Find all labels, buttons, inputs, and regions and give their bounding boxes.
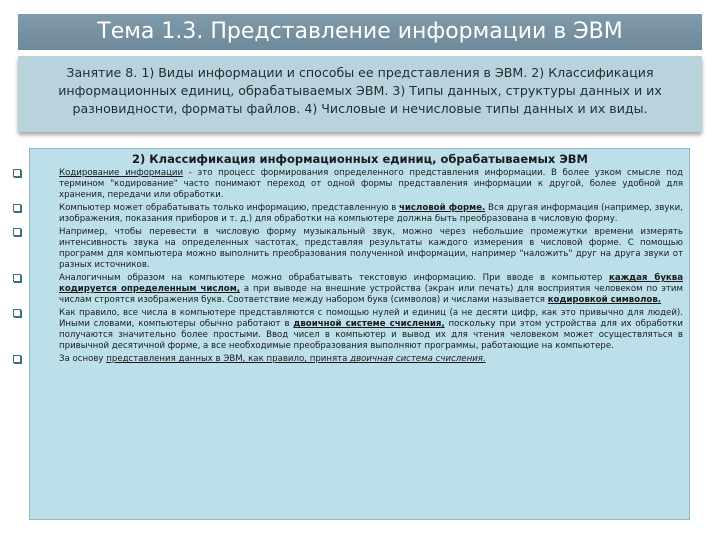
list-item-text	[59, 354, 683, 365]
list-item	[13, 203, 683, 225]
list-item	[13, 354, 683, 365]
list-item-text	[59, 273, 683, 306]
list-item-text	[59, 308, 683, 352]
square-bullet-icon	[13, 204, 21, 212]
term-letter-encoding: каждая буква кодируется определенным числом,	[59, 273, 683, 294]
term-character-encoding: кодировкой символов.	[547, 295, 662, 305]
text-run: Например, чтобы перевести в числовую форму музыкальный звук, можно через небольшие промежутки времени измерять интенсивность звука на определенных частотах, представляя результаты каждого измерения в числовой форме. С помощью программ для компьютера можно выполнить преобразования полученной информации, например "наложить" друг на друга звуки от разных источников.	[59, 227, 683, 270]
slide-title: Тема 1.3. Представление информации в ЭВМ	[18, 14, 702, 50]
list-item-text	[59, 227, 683, 271]
list-item	[13, 227, 683, 271]
list-item	[13, 308, 683, 352]
lesson-subtitle	[18, 56, 702, 132]
square-bullet-icon	[13, 228, 21, 236]
text-run: Вся другая информация (например, звуки, изображения, показания приборов и т. д.) для обработки на компьютере должна быть преобразована в числовую форму.	[59, 203, 683, 224]
text-run: а при выводе на внешние устройства (экран или печать) для восприятия человеком по этим числам строятся изображения букв. Соответствие между набором букв (символов) и числами называется	[59, 284, 683, 305]
text-run: Как правило, все числа в компьютере представляются с помощью нулей и единиц (а не десяти цифр, как это привычно для людей). Иными словами, компьютеры обычно работают в	[59, 308, 683, 329]
bullet-list	[13, 168, 683, 367]
square-bullet-icon	[13, 309, 21, 317]
list-item	[13, 273, 683, 306]
text-run: Аналогичным образом на компьютере можно обрабатывать текстовую информацию. При вводе в компьютер	[59, 273, 609, 283]
text-run: - это процесс формирования определенного представления информации. В более узком смысле под термином "кодирование" часто понимают переход от одной формы представления информации к другой, более удобной для хранения, передачи или обработки.	[59, 168, 683, 200]
text-run: поскольку при этом устройства для их обработки получаются значительно более простыми. Ввод чисел в компьютер и вывод их для чтения человеком может осуществляться в привычной десятичной форме, а все необходимые преобразования выполняют программы, работающие на компьютере.	[59, 319, 683, 351]
term-binary-number-system: двоичная система счисления.	[350, 354, 486, 364]
text-run: За основу	[59, 354, 107, 364]
term-binary-system: двоичной системе счисления,	[293, 319, 445, 329]
square-bullet-icon	[13, 274, 21, 282]
square-bullet-icon	[13, 169, 21, 177]
square-bullet-icon	[13, 355, 21, 363]
list-item-text	[59, 203, 683, 225]
term-encoding: Кодирование информации	[59, 168, 184, 178]
term-data-representation: представления данных в ЭВМ, как правило, принята	[106, 354, 351, 364]
term-numeric-form: числовой форме.	[399, 203, 486, 213]
list-item	[13, 168, 683, 201]
lesson-subtitle-text: Занятие 8. 1) Виды информации и способы ее представления в ЭВМ. 2) Классификация информационных единиц, обрабатываемых ЭВМ. 3) Типы данных, структуры данных и их разновидности, форматы файлов. 4) Числовые и нечисловые типы данных и их виды.	[58, 65, 662, 116]
section-heading: 2) Классификация информационных единиц, обрабатываемых ЭВМ	[132, 152, 588, 166]
text-run: Компьютер может обрабатывать только информацию, представленную в	[59, 203, 400, 213]
list-item-text	[59, 168, 683, 201]
